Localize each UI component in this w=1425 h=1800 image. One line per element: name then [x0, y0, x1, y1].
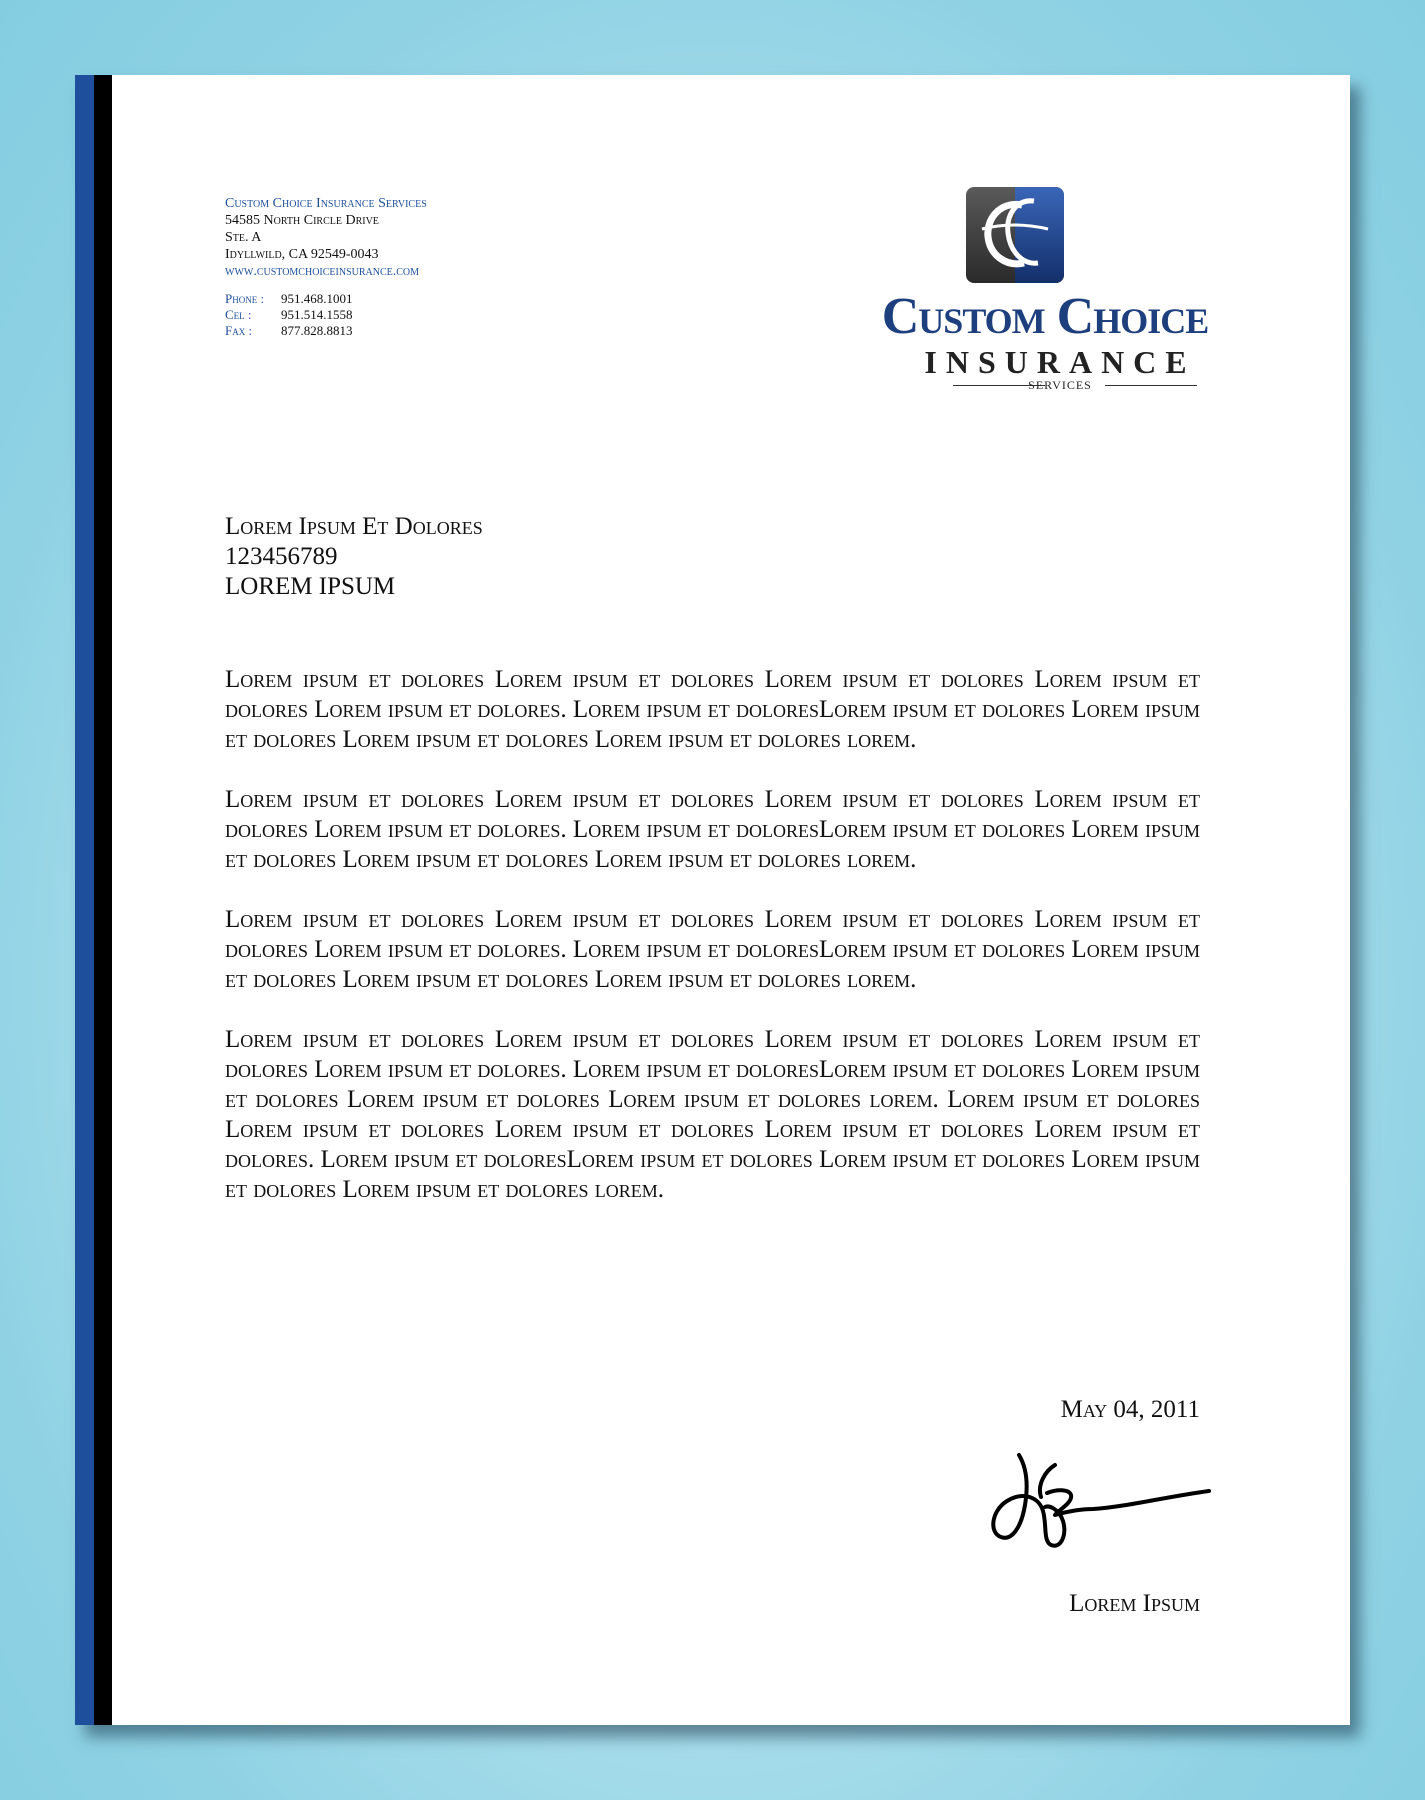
- fax-label: Fax :: [225, 323, 253, 338]
- sender-address-block: [225, 195, 427, 339]
- phone-row: [225, 291, 427, 307]
- recipient-name: Lorem Ipsum Et Dolores: [225, 513, 483, 540]
- sender-city: Idyllwild, CA 92549-0043: [225, 247, 379, 262]
- sender-address-line1: 54585 North Circle Drive: [225, 213, 379, 228]
- body-paragraph: Lorem ipsum et dolores Lorem ipsum et dolores Lorem ipsum et dolores Lorem ipsum et dolores Lorem ipsum et dolores. Lorem ipsum et doloresLorem ipsum et dolores Lorem ipsum et dolores Lorem ipsum et dolores Lorem ipsum et dolores lorem.: [225, 906, 1200, 993]
- cel-row: [225, 307, 427, 323]
- logo-tagline: SERVICES: [1028, 378, 1092, 392]
- letter-page: [75, 75, 1350, 1725]
- letter-date: May 04, 2011: [1060, 1396, 1200, 1423]
- signer-name: Lorem Ipsum: [1069, 1590, 1200, 1617]
- body-paragraph: Lorem ipsum et dolores Lorem ipsum et dolores Lorem ipsum et dolores Lorem ipsum et dolores Lorem ipsum et dolores. Lorem ipsum et doloresLorem ipsum et dolores Lorem ipsum et dolores Lorem ipsum et dolores Lorem ipsum et dolores lorem.: [225, 666, 1200, 753]
- signature-icon: [985, 1445, 1215, 1565]
- recipient-block: [225, 512, 483, 602]
- left-blue-stripe: [75, 75, 94, 1725]
- phone-label: Phone :: [225, 291, 265, 306]
- logo-mark-icon: [964, 185, 1066, 285]
- logo-title: Custom Choice: [881, 288, 1209, 345]
- cel-label: Cel :: [225, 307, 252, 322]
- sender-company: Custom Choice Insurance Services: [225, 196, 427, 211]
- fax-row: [225, 323, 427, 339]
- sender-address-line2: Ste. A: [225, 230, 262, 245]
- recipient-number: 123456789: [225, 543, 338, 570]
- company-logo: [825, 185, 1265, 395]
- body-paragraph: Lorem ipsum et dolores Lorem ipsum et dolores Lorem ipsum et dolores Lorem ipsum et dolores Lorem ipsum et dolores. Lorem ipsum et doloresLorem ipsum et dolores Lorem ipsum et dolores Lorem ipsum et dolores Lorem ipsum et dolores lorem. Lorem ipsum et dolores Lorem ipsum et dolores Lorem ipsum et dolores Lorem ipsum et dolores Lorem ipsum et dolores. Lorem ipsum et doloresLorem ipsum et dolores Lorem ipsum et dolores Lorem ipsum et dolores Lorem ipsum et dolores lorem.: [225, 1026, 1200, 1203]
- letter-body: [225, 665, 1200, 1235]
- cel-value: 951.514.1558: [281, 307, 353, 322]
- sender-website: www.customchoiceinsurance.com: [225, 264, 420, 279]
- left-black-stripe: [94, 75, 112, 1725]
- fax-value: 877.828.8813: [281, 323, 353, 338]
- logo-subtitle: INSURANCE: [924, 344, 1196, 380]
- sender-phones: [225, 291, 427, 339]
- recipient-line3: LOREM IPSUM: [225, 573, 396, 600]
- phone-value: 951.468.1001: [281, 291, 353, 306]
- body-paragraph: Lorem ipsum et dolores Lorem ipsum et dolores Lorem ipsum et dolores Lorem ipsum et dolores Lorem ipsum et dolores. Lorem ipsum et doloresLorem ipsum et dolores Lorem ipsum et dolores Lorem ipsum et dolores Lorem ipsum et dolores lorem.: [225, 786, 1200, 873]
